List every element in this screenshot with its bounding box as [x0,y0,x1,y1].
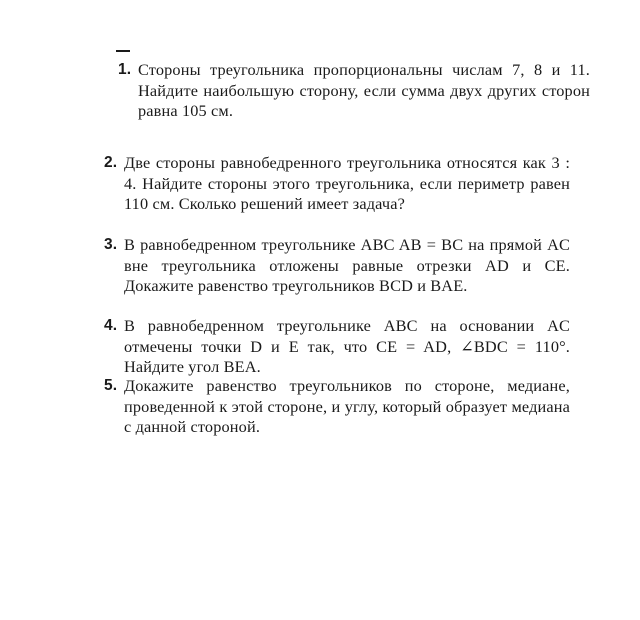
problem-1 [118,60,590,122]
problem-3-text: В равнобедренном треугольнике ABC AB = BC на прямой AC вне треугольника отложены равные отрезки AD и CE. Докажите равенство треугольников BCD и BAE. [124,235,570,295]
problem-4 [104,316,570,378]
problem-2-number: 2. [104,154,118,171]
problem-5 [104,376,570,438]
problem-2-text: Две стороны равнобедренного треугольника относятся как 3 : 4. Найдите стороны этого треугольника, если периметр равен 110 см. Сколько решений имеет задача? [124,153,570,213]
problem-4-text: В равнобедренном треугольнике ABC на основании AC отмечены точки D и E так, что CE = AD, ∠BDC = 110°. Найдите угол BEA. [124,316,570,376]
problem-2 [104,153,570,215]
problem-1-number: 1. [118,61,132,78]
problem-1-text: Стороны треугольника пропорциональны числам 7, 8 и 11. Найдите наибольшую сторону, если сумма двух других сторон равна 105 см. [138,60,590,120]
problem-5-text: Докажите равенство треугольников по стороне, медиане, проведенной к этой стороне, и углу, который образует медиана с данной стороной. [124,376,570,436]
top-dash-mark [116,50,130,52]
problem-5-number: 5. [104,377,118,394]
problem-3-number: 3. [104,236,118,253]
problem-4-number: 4. [104,317,118,334]
problem-3 [104,235,570,297]
